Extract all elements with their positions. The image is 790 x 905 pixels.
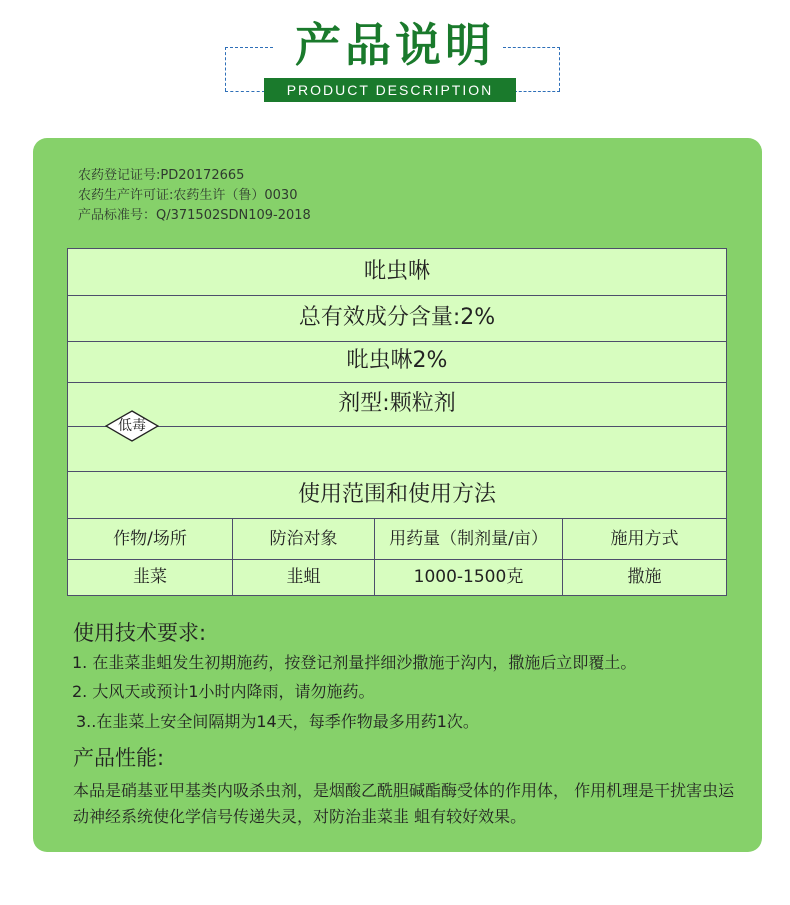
cell-crop: 韭菜 [68, 560, 233, 595]
decorative-dash [225, 47, 273, 48]
requirement-item: 1. 在韭菜韭蛆发生初期施药，按登记剂量拌细沙撒施于沟内，撒施后立即覆土。 [72, 653, 637, 672]
performance-title: 产品性能: [73, 746, 165, 770]
column-header-dosage: 用药量（制剂量/亩） [375, 519, 563, 559]
column-header-method: 施用方式 [610, 529, 679, 549]
pesticide-reg-no: 农药登记证号:PD20172665 [78, 168, 245, 183]
production-license: 农药生产许可证:农药生许（鲁）0030 [78, 188, 298, 203]
page-header [0, 0, 790, 110]
cell-dosage: 1000-1500克 [375, 560, 563, 595]
page-title: 产品说明 [295, 18, 495, 72]
subtitle-ribbon: PRODUCT DESCRIPTION [264, 78, 516, 102]
performance-body: 本品是硝基亚甲基类内吸杀虫剂，是烟酸乙酰胆碱酯酶受体的作用体， 作用机理是干扰害虫运动神经系统使化学信号传递失灵，对防治韭菜韭 蛆有较好效果。 [73, 781, 735, 826]
ingredient: 吡虫啉2% [68, 342, 726, 383]
product-info-card [33, 138, 762, 852]
cell-target: 韭蛆 [233, 560, 375, 595]
column-header-crop: 作物/场所 [68, 519, 233, 559]
decorative-dash [225, 47, 226, 91]
decorative-dash [514, 91, 560, 92]
requirement-item: 3..在韭菜上安全间隔期为14天，每季作物最多用药1次。 [76, 712, 479, 731]
cell-method: 撒施 [627, 567, 662, 587]
usage-table-header [68, 519, 726, 560]
table-row [68, 560, 726, 595]
decorative-dash [503, 47, 560, 48]
decorative-dash [225, 91, 265, 92]
toxicity-row [68, 427, 726, 472]
requirement-item: 2. 大风天或预计1小时内降雨，请勿施药。 [72, 682, 375, 701]
formulation: 剂型:颗粒剂 [68, 383, 726, 427]
product-standard: 产品标准号：Q/371502SDN109-2018 [78, 208, 311, 223]
registration-info [78, 166, 311, 226]
toxicity-label: 低毒 [118, 418, 146, 434]
decorative-dash [559, 47, 560, 91]
product-table [67, 248, 727, 596]
requirements-title: 使用技术要求: [73, 621, 207, 645]
total-content: 总有效成分含量:2% [68, 296, 726, 342]
column-header-target: 防治对象 [233, 519, 375, 559]
usage-title: 使用范围和使用方法 [68, 472, 726, 519]
product-name: 吡虫啉 [68, 249, 726, 296]
